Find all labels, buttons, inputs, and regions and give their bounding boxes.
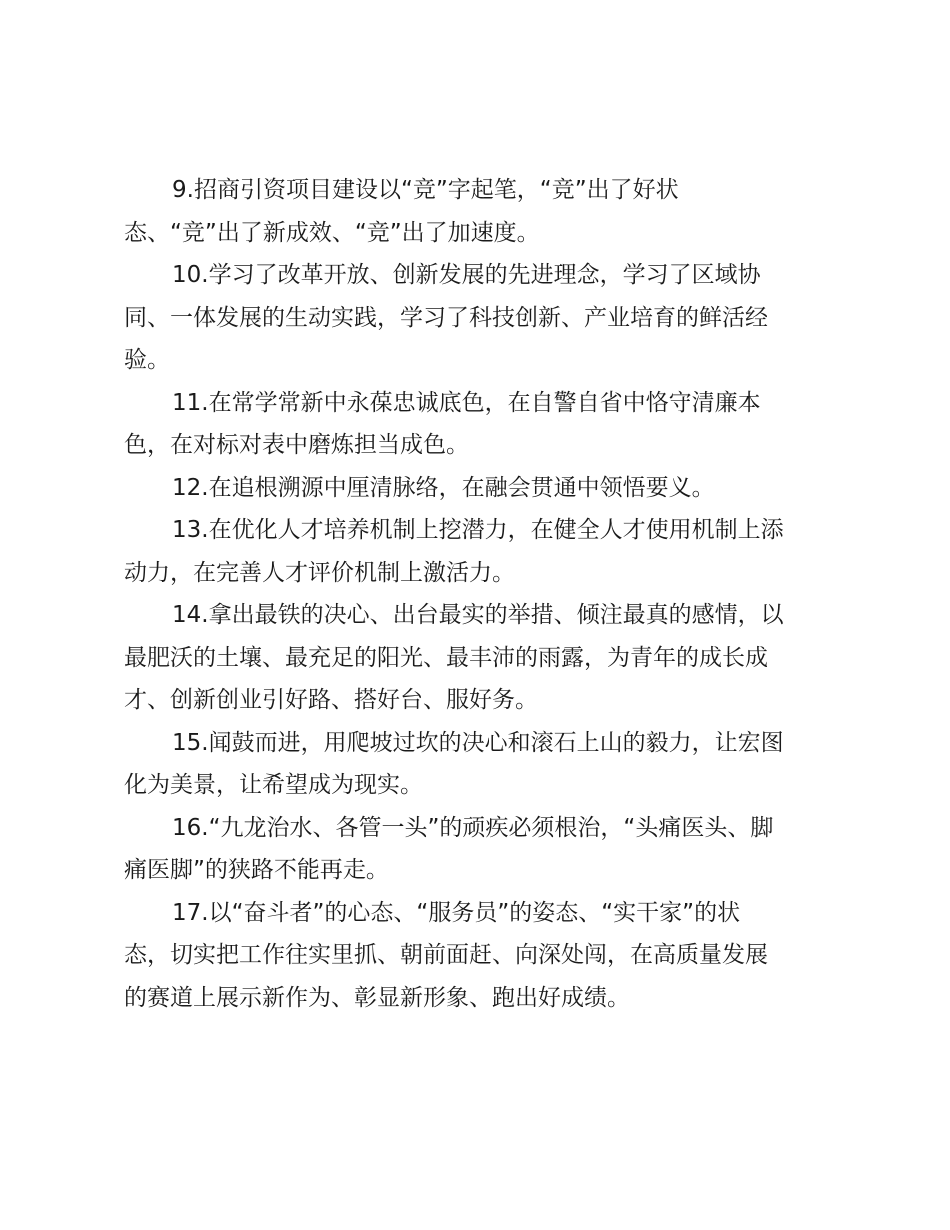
paragraph-line: 10.学习了改革开放、创新发展的先进理念，学习了区域协: [172, 262, 761, 288]
paragraph-line: 色，在对标对表中磨炼担当成色。: [124, 432, 469, 458]
paragraph-9: [124, 169, 838, 254]
paragraph-line: 的赛道上展示新作为、彰显新形象、跑出好成绩。: [124, 984, 630, 1011]
paragraph-line: 17.以“奋斗者”的心态、“服务员”的姿态、“实干家”的状: [172, 899, 741, 926]
paragraph-line: 9.招商引资项目建设以“竞”字起笔，“竞”出了好状: [172, 177, 679, 203]
paragraph-14: [124, 594, 838, 722]
paragraph-line: 16.“九龙治水、各管一头”的顽疾必须根治，“头痛医头、脚: [172, 814, 774, 841]
paragraph-line: 12.在追根溯源中厘清脉络，在融会贯通中领悟要义。: [172, 474, 715, 501]
paragraph-line: 14.拿出最铁的决心、出台最实的举措、倾注最真的感情，以: [172, 602, 784, 628]
paragraph-15: [124, 722, 838, 807]
paragraph-line: 痛医脚”的狭路不能再走。: [124, 857, 389, 883]
paragraph-line: 13.在优化人才培养机制上挖潜力，在健全人才使用机制上添: [172, 517, 784, 543]
paragraph-line: 化为美景，让希望成为现实。: [124, 772, 423, 798]
paragraph-line: 态、“竞”出了新成效、“竞”出了加速度。: [124, 219, 540, 246]
paragraph-line: 验。: [124, 347, 170, 373]
paragraph-line: 同、一体发展的生动实践，学习了科技创新、产业培育的鲜活经: [124, 304, 768, 331]
paragraph-16: [124, 807, 838, 892]
paragraph-line: 15.闻鼓而进，用爬坡过坎的决心和滚石上山的毅力，让宏图: [172, 729, 784, 756]
paragraph-line: 最肥沃的土壤、最充足的阳光、最丰沛的雨露，为青年的成长成: [124, 644, 768, 671]
paragraph-line: 态，切实把工作往实里抓、朝前面赶、向深处闯，在高质量发展: [124, 942, 768, 968]
paragraph-11: [124, 382, 838, 467]
paragraph-13: [124, 509, 838, 594]
paragraph-line: 11.在常学常新中永葆忠诚底色，在自警自省中恪守清廉本: [172, 389, 761, 416]
paragraph-12: [124, 467, 838, 510]
paragraph-line: 动力，在完善人才评价机制上激活力。: [124, 559, 515, 586]
paragraph-line: 才、创新创业引好路、搭好台、服好务。: [124, 687, 538, 713]
paragraph-10: [124, 254, 838, 382]
paragraph-17: [124, 892, 838, 1020]
